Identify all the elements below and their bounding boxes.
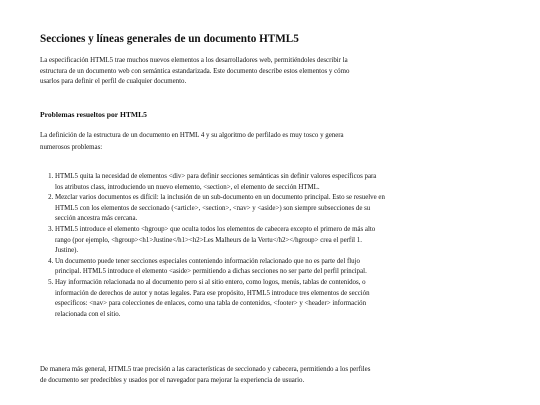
list-item: 2. Mezclar varios documentos es difícil: la inclusión de un sub-documento en un documento principal. Esto se resuelve en HTML5 con los elementos de seccionado (<article>, <section>, <nav> y <aside>) son siempre subsecciones de su sección ancestra más cercana.	[55, 193, 385, 225]
closing-paragraph: De manera más general, HTML5 trae precisión a las características de seccionado y cabecera, permitiendo a los perfiles de documento ser predecibles y usados por el navegador para mejorar la experiencia de usuario.	[40, 366, 371, 384]
page-title: Secciones y líneas generales de un documento HTML5	[40, 33, 299, 45]
list-item: 4. Un documento puede tener secciones especiales conteniendo información relacionado que no es parte del flujo principal. HTML5 introduce el elemento <aside> permitiendo a dichas secciones no ser parte del perfil principal.	[55, 257, 385, 278]
lead-paragraph: La definición de la estructura de un documento en HTML 4 y su algoritmo de perfilado es muy tosco y genera numerosos problemas:	[40, 132, 344, 152]
section-heading: Problemas resueltos por HTML5	[40, 110, 147, 119]
list-item: 5. Hay información relacionada no al documento pero si al sitio entero, como logos, menús, tablas de contenidos, o información de derechos de autor y notas legales. Para ese propósito, HTML5 introduce tres elementos de sección específicos: <nav> para colecciones de enlaces, como una tabla de contenidos, <footer> y <header> información relacionada con el sitio.	[55, 278, 385, 320]
list-item: 1. HTML5 quita la necesidad de elementos <div> para definir secciones semánticas sin definir valores específicos para los atributos class, introduciendo un nuevo elemento, <section>, el elemento de sección HTML.	[55, 172, 385, 193]
problems-list	[40, 172, 385, 320]
list-item: 3. HTML5 introduce el elemento <hgroup> que oculta todos los elementos de cabecera excepto el primero de más alto rango (por ejemplo, <hgroup><h1>Justine</h1><h2>Les Malheurs de la Vertu</h2></hgroup> crea el perfil 1. Justine).	[55, 225, 385, 257]
intro-paragraph: La especificación HTML5 trae muchos nuevos elementos a los desarrolladores web, permitiéndoles describir la estructura de un documento web con semántica estandarizada. Este documento describe estos elementos y cómo usarlos para definir el perfil de cualquier documento.	[40, 57, 350, 86]
